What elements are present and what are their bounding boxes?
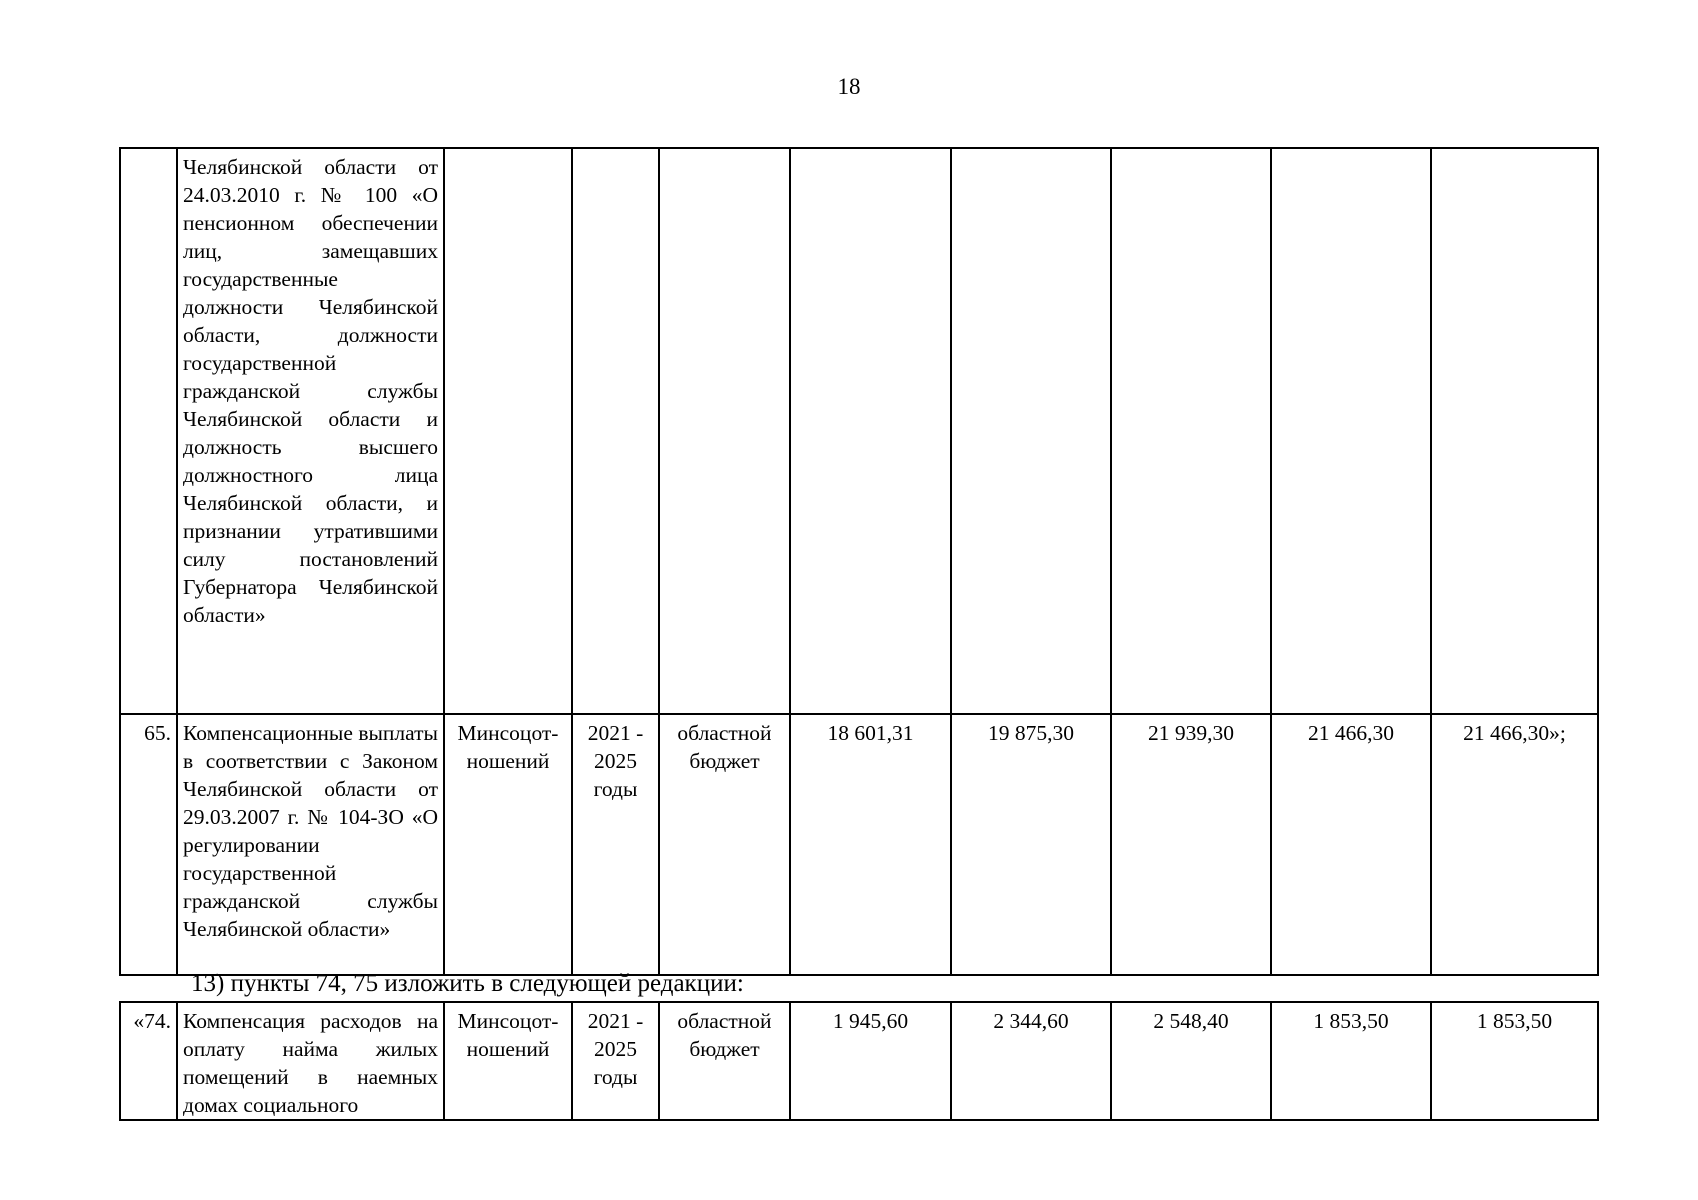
cell-value-2: 2 344,60 <box>951 1002 1111 1120</box>
cell-value-4 <box>1271 148 1431 714</box>
cell-value-5: 1 853,50 <box>1431 1002 1598 1120</box>
cell-source <box>659 148 790 714</box>
program-table-bottom <box>119 1001 1599 1121</box>
cell-no: 65. <box>120 714 177 975</box>
cell-value-4: 1 853,50 <box>1271 1002 1431 1120</box>
cell-no <box>120 148 177 714</box>
cell-value-2 <box>951 148 1111 714</box>
cell-period <box>572 148 659 714</box>
cell-period: 2021 - 2025 годы <box>572 1002 659 1120</box>
cell-value-5 <box>1431 148 1598 714</box>
amendment-instruction: 13) пункты 74, 75 изложить в следующей редакции: <box>191 970 744 997</box>
cell-value-3 <box>1111 148 1271 714</box>
cell-source: областной бюджет <box>659 1002 790 1120</box>
cell-value-3: 21 939,30 <box>1111 714 1271 975</box>
cell-source: областной бюджет <box>659 714 790 975</box>
cell-value-1: 1 945,60 <box>790 1002 951 1120</box>
cell-value-4: 21 466,30 <box>1271 714 1431 975</box>
cell-value-3: 2 548,40 <box>1111 1002 1271 1120</box>
cell-executor: Минсоцот- ношений <box>444 1002 572 1120</box>
cell-executor: Минсоцот- ношений <box>444 714 572 975</box>
table-row-65 <box>120 714 1598 975</box>
program-table-top <box>119 147 1599 976</box>
cell-value-2: 19 875,30 <box>951 714 1111 975</box>
table-row-74 <box>120 1002 1598 1120</box>
cell-executor <box>444 148 572 714</box>
cell-description: Челябинской области от 24.03.2010 г. № 100 «О пенсионном обеспечении лиц, замещавших государственные должности Челябинской области, должности государственной гражданской службы Челябинской области и должность высшего должностного лица Челябинской области, и признании утратившими силу постановлений Губернатора Челябинской области» <box>177 148 444 714</box>
cell-value-1: 18 601,31 <box>790 714 951 975</box>
cell-description: Компенсационные выплаты в соответствии с Законом Челябинской области от 29.03.2007 г. № 104-ЗО «О регулировании государственной гражданской службы Челябинской области» <box>177 714 444 975</box>
page-number: 18 <box>837 74 861 99</box>
cell-description: Компенсация расходов на оплату найма жилых помещений в наемных домах социального <box>177 1002 444 1120</box>
cell-value-5: 21 466,30»; <box>1431 714 1598 975</box>
cell-value-1 <box>790 148 951 714</box>
table-row-continued <box>120 148 1598 714</box>
cell-period: 2021 - 2025 годы <box>572 714 659 975</box>
cell-no: «74. <box>120 1002 177 1120</box>
